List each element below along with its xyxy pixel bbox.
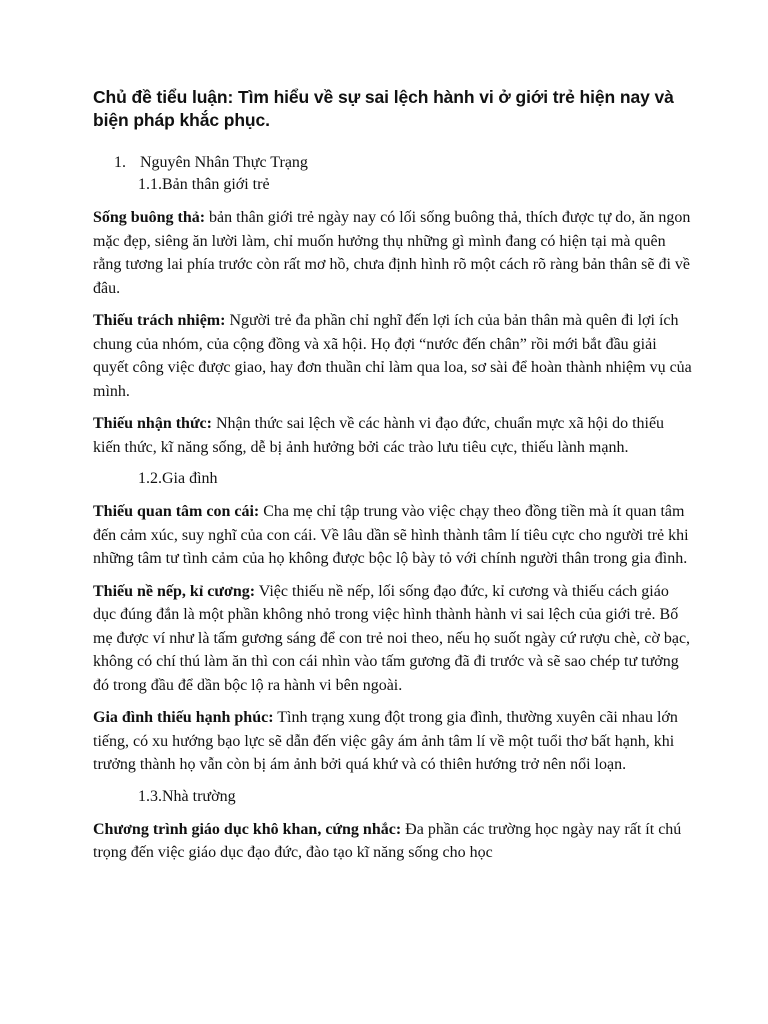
subsection-heading-1-2: 1.2.Gia đình [138,470,218,487]
paragraph-lead: Thiếu quan tâm con cái: [93,503,260,520]
paragraph-lead: Sống buông thả: [93,209,206,226]
paragraph-lead: Chương trình giáo dục khô khan, cứng nhắc: [93,820,402,838]
paragraph-lead: Thiếu nề nếp, kỉ cương: [93,582,256,600]
paragraph-lead: Gia đình thiếu hạnh phúc: [93,709,274,726]
paragraph [93,412,693,459]
section-number: 1. [114,154,126,171]
paragraph-text: Tình trạng xung đột trong gia đình, thường xuyên cãi nhau lớn tiếng, có xu hướng bạo lực sẽ dẫn đến việc gây ám ảnh tâm lí về một tuổi thơ bất hạnh, khi trưởng thành họ vẫn còn bị ám ảnh bởi quá khứ và có thiên hướng trở nên nổi loạn. [93,709,678,773]
paragraph-lead: Thiếu nhận thức: [93,415,212,432]
paragraph-text: Việc thiếu nề nếp, lối sống đạo đức, kỉ cương và thiếu cách giáo dục đúng đắn là một phần không nhỏ trong việc hình thành hành vi sai lệch của giới trẻ. Bố mẹ được ví như là tấm gương sáng để con trẻ noi theo, nếu họ suốt ngày cứ rượu chè, cờ bạc, không có chí thú làm ăn thì con cái nhìn vào tấm gương đã đi trước và sẽ sao chép tư tưởng đó trong đầu để dần bộc lộ ra hành vi bên ngoài. [93,582,691,694]
subsection-heading-1-3: 1.3.Nhà trường [138,787,236,805]
paragraph-text: Đa phần các trường học ngày nay rất ít chú trọng đến việc giáo dục đạo đức, đào tạo kĩ năng sống cho học [93,820,682,861]
document-page [93,86,693,874]
paragraph [93,309,693,403]
section-label: Nguyên Nhân Thực Trạng [140,154,308,171]
paragraph-lead: Thiếu trách nhiệm: [93,312,226,329]
paragraph-text: bản thân giới trẻ ngày nay có lối sống buông thả, thích được tự do, ăn ngon mặc đẹp, siêng ăn lười làm, chỉ muốn hưởng thụ những gì mình đang có hiện tại mà quên rằng tương lai phía trước còn rất mơ hồ, chưa định hình rõ một cách rõ ràng bản thân sẽ đi về đâu. [93,209,691,297]
paragraph-text: Người trẻ đa phần chỉ nghĩ đến lợi ích của bản thân mà quên đi lợi ích chung của nhóm, của cộng đồng và xã hội. Họ đợi “nước đến chân” rồi mới bắt đầu giải quyết công việc được giao, hay đơn thuần chỉ làm qua loa, sơ sài để hoàn thành nhiệm vụ của mình. [93,312,692,400]
paragraph [93,818,693,865]
document-title: Chủ đề tiểu luận: Tìm hiểu về sự sai lệch hành vi ở giới trẻ hiện nay và biện pháp khắc phục. [93,87,674,130]
section-heading-1 [93,152,693,174]
paragraph-text: Cha mẹ chỉ tập trung vào việc chạy theo đồng tiền mà ít quan tâm đến cảm xúc, suy nghĩ của con cái. Về lâu dần sẽ hình thành tâm lí tiêu cực cho người trẻ khi những tâm tư tình cảm của họ không được bộc lộ bày tỏ với chính người thân trong gia đình. [93,503,689,567]
paragraph [93,580,693,698]
paragraph-text: Nhận thức sai lệch về các hành vi đạo đức, chuẩn mực xã hội do thiếu kiến thức, kĩ năng sống, dễ bị ảnh hưởng bởi các trào lưu tiêu cực, thiếu lành mạnh. [93,415,665,456]
paragraph [93,206,693,300]
paragraph [93,706,693,777]
subsection-heading-1-1: 1.1.Bản thân giới trẻ [138,176,270,193]
paragraph [93,500,693,571]
